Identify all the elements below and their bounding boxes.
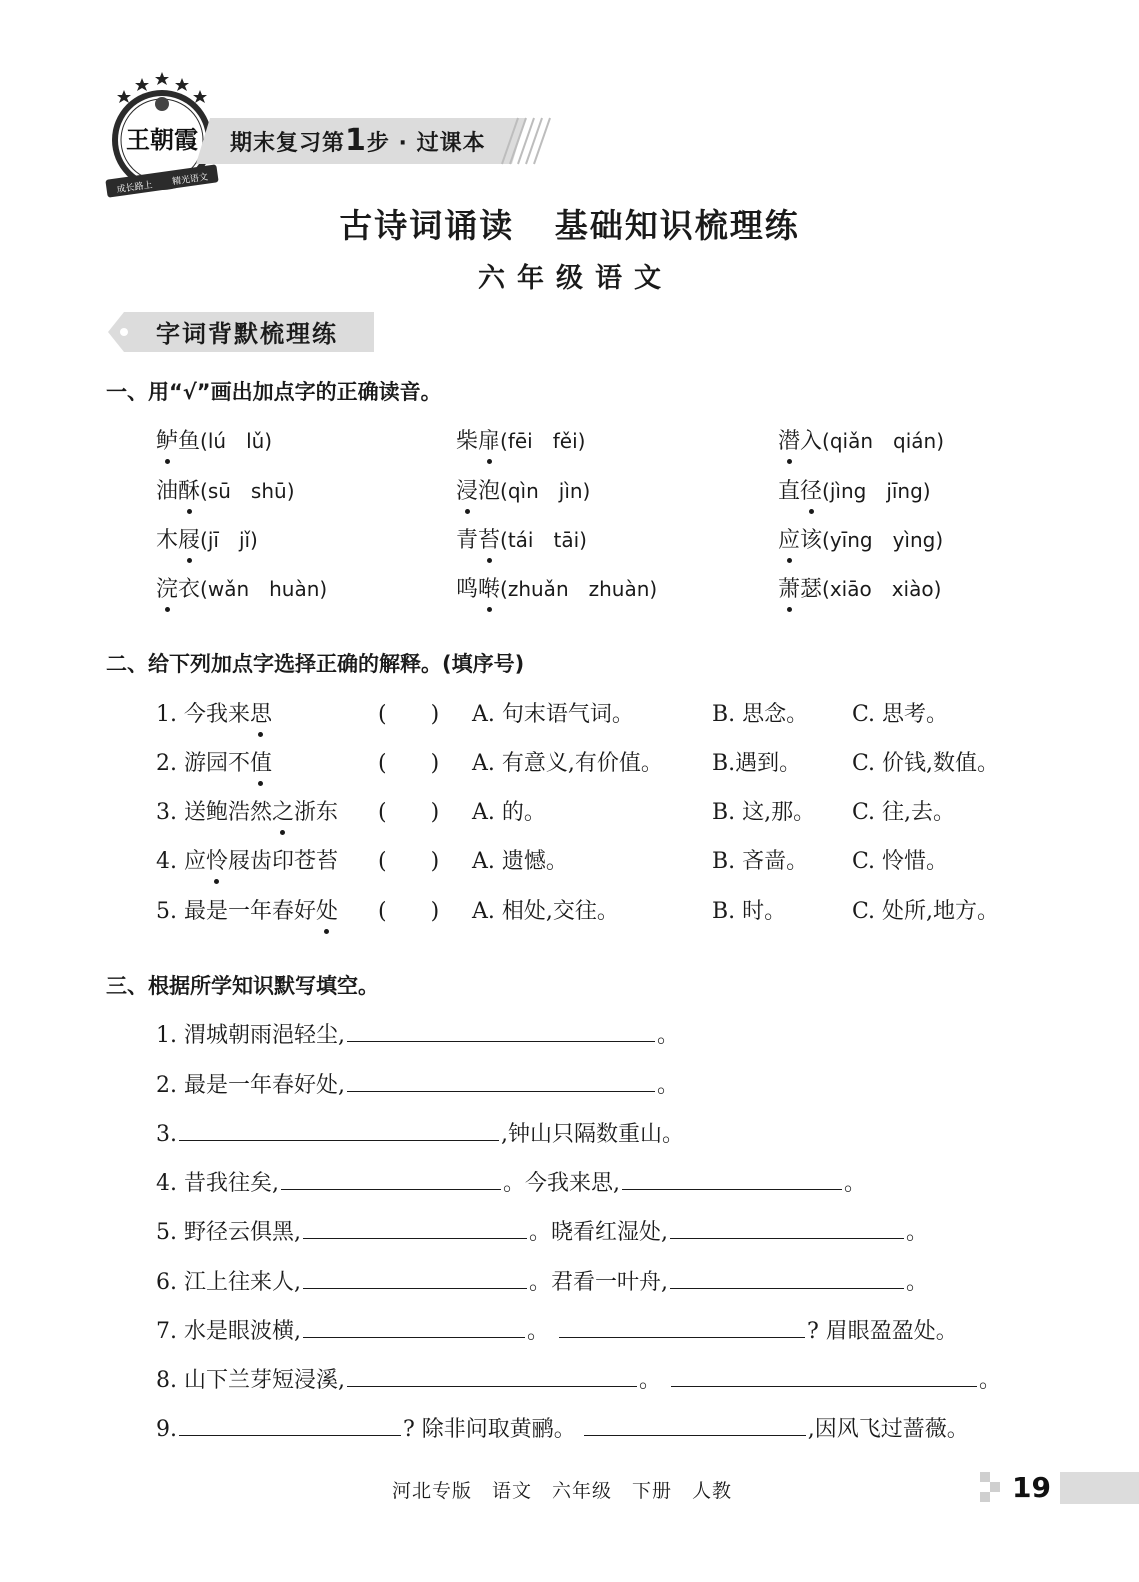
option-b: B.遇到。 <box>712 751 802 776</box>
option-b: B. 这,那。 <box>712 800 816 825</box>
fill-line: 3. ,钟山只隔数重山。 <box>156 1122 684 1147</box>
meaning-phrase: 1. 今我来思 <box>156 697 272 728</box>
page-title: 古诗词诵读 基础知识梳理练 <box>339 206 800 245</box>
option-c: C. 怜惜。 <box>852 849 949 874</box>
answer-blank[interactable] <box>179 1415 401 1436</box>
meaning-row <box>0 697 1139 729</box>
pinyin-item: 应该(yīng yìng) <box>778 523 943 554</box>
logo-name: 王朝霞 <box>126 125 198 154</box>
page-number-box <box>980 1470 1139 1506</box>
option-a: A. 相处,交往。 <box>472 899 619 924</box>
pinyin-item: 鲈鱼(lú lǔ) <box>156 424 272 455</box>
pinyin-item: 萧瑟(xiāo xiào) <box>778 572 941 603</box>
answer-blank[interactable] <box>559 1317 805 1338</box>
pinyin-item: 木屐(jī jǐ) <box>156 523 258 554</box>
answer-blank[interactable] <box>179 1120 499 1141</box>
pinyin-item: 油酥(sū shū) <box>156 474 295 505</box>
step-suffix: 步 · 过课本 <box>366 131 486 156</box>
answer-blank[interactable] <box>303 1317 525 1338</box>
step-number: 1 <box>345 123 367 158</box>
meaning-row <box>0 746 1139 778</box>
option-a: A. 遗憾。 <box>472 849 568 874</box>
answer-blank[interactable] <box>281 1169 501 1190</box>
answer-blank[interactable] <box>303 1218 527 1239</box>
answer-blank[interactable] <box>670 1268 904 1289</box>
fill-line: 4. 昔我往矣, 。今我来思, 。 <box>156 1171 866 1196</box>
option-a: A. 的。 <box>472 800 546 825</box>
pinyin-item: 浣衣(wǎn huàn) <box>156 572 327 603</box>
footer-edition: 河北专版 语文 六年级 下册 人教 <box>392 1480 733 1502</box>
meaning-phrase: 5. 最是一年春好处 <box>156 894 338 925</box>
logo-motto-left: 成长路上 <box>116 180 154 196</box>
answer-paren[interactable]: ( ) <box>378 899 440 924</box>
option-c: C. 处所,地方。 <box>852 899 1000 924</box>
option-c: C. 思考。 <box>852 702 949 727</box>
pinyin-item: 柴扉(fēi fěi) <box>456 424 585 455</box>
page-subtitle: 六年级语文 <box>478 263 673 294</box>
fill-line: 8. 山下兰芽短浸溪, 。 。 <box>156 1368 1002 1393</box>
meaning-row <box>0 894 1139 926</box>
meaning-row <box>0 795 1139 827</box>
fill-line: 7. 水是眼波横, 。 ? 眉眼盈盈处。 <box>156 1319 958 1344</box>
answer-blank[interactable] <box>347 1366 637 1387</box>
option-c: C. 往,去。 <box>852 800 956 825</box>
pinyin-item: 鸣啭(zhuǎn zhuàn) <box>456 572 657 603</box>
option-a: A. 有意义,有价值。 <box>472 751 663 776</box>
tag-hole-icon <box>120 328 128 336</box>
fill-line: 5. 野径云俱黑, 。晓看红湿处, 。 <box>156 1220 928 1245</box>
section-title: 字词背默梳理练 <box>156 320 338 348</box>
pinyin-item: 浸泡(qìn jìn) <box>456 474 590 505</box>
part3-heading: 三、根据所学知识默写填空。 <box>106 974 379 998</box>
answer-blank[interactable] <box>670 1218 904 1239</box>
answer-blank[interactable] <box>347 1021 655 1042</box>
option-c: C. 价钱,数值。 <box>852 751 1000 776</box>
answer-blank[interactable] <box>622 1169 842 1190</box>
part1-heading: 一、用“√”画出加点字的正确读音。 <box>106 380 442 404</box>
fill-line: 2. 最是一年春好处, 。 <box>156 1073 679 1098</box>
option-b: B. 吝啬。 <box>712 849 809 874</box>
meaning-phrase: 3. 送鲍浩然之浙东 <box>156 795 338 826</box>
answer-blank[interactable] <box>303 1268 527 1289</box>
fill-line: 1. 渭城朝雨浥轻尘, 。 <box>156 1023 679 1048</box>
answer-blank[interactable] <box>584 1415 806 1436</box>
option-b: B. 时。 <box>712 899 787 924</box>
meaning-row <box>0 844 1139 876</box>
option-a: A. 句末语气词。 <box>472 702 634 727</box>
portrait-icon <box>155 97 169 111</box>
answer-paren[interactable]: ( ) <box>378 849 440 874</box>
pinyin-item: 直径(jìng jīng) <box>778 474 931 505</box>
answer-paren[interactable]: ( ) <box>378 800 440 825</box>
page-number: 19 <box>1012 1471 1051 1504</box>
meaning-phrase: 4. 应怜屐齿印苍苔 <box>156 844 338 875</box>
logo-motto-right: 精光语文 <box>171 172 209 188</box>
option-b: B. 思念。 <box>712 702 809 727</box>
part2-heading: 二、给下列加点字选择正确的解释。(填序号) <box>106 652 525 676</box>
step-prefix: 期末复习第 <box>230 131 346 156</box>
answer-paren[interactable]: ( ) <box>378 751 440 776</box>
answer-blank[interactable] <box>347 1071 655 1092</box>
pinyin-item: 青苔(tái tāi) <box>456 523 587 554</box>
fill-line: 6. 江上往来人, 。君看一叶舟, 。 <box>156 1270 928 1295</box>
answer-blank[interactable] <box>671 1366 977 1387</box>
pinyin-item: 潜入(qiǎn qián) <box>778 424 944 455</box>
answer-paren[interactable]: ( ) <box>378 702 440 727</box>
fill-line: 9. ? 除非问取黄鹂。 ,因风飞过蔷薇。 <box>156 1417 969 1442</box>
step-label <box>230 123 486 158</box>
meaning-phrase: 2. 游园不值 <box>156 746 272 777</box>
